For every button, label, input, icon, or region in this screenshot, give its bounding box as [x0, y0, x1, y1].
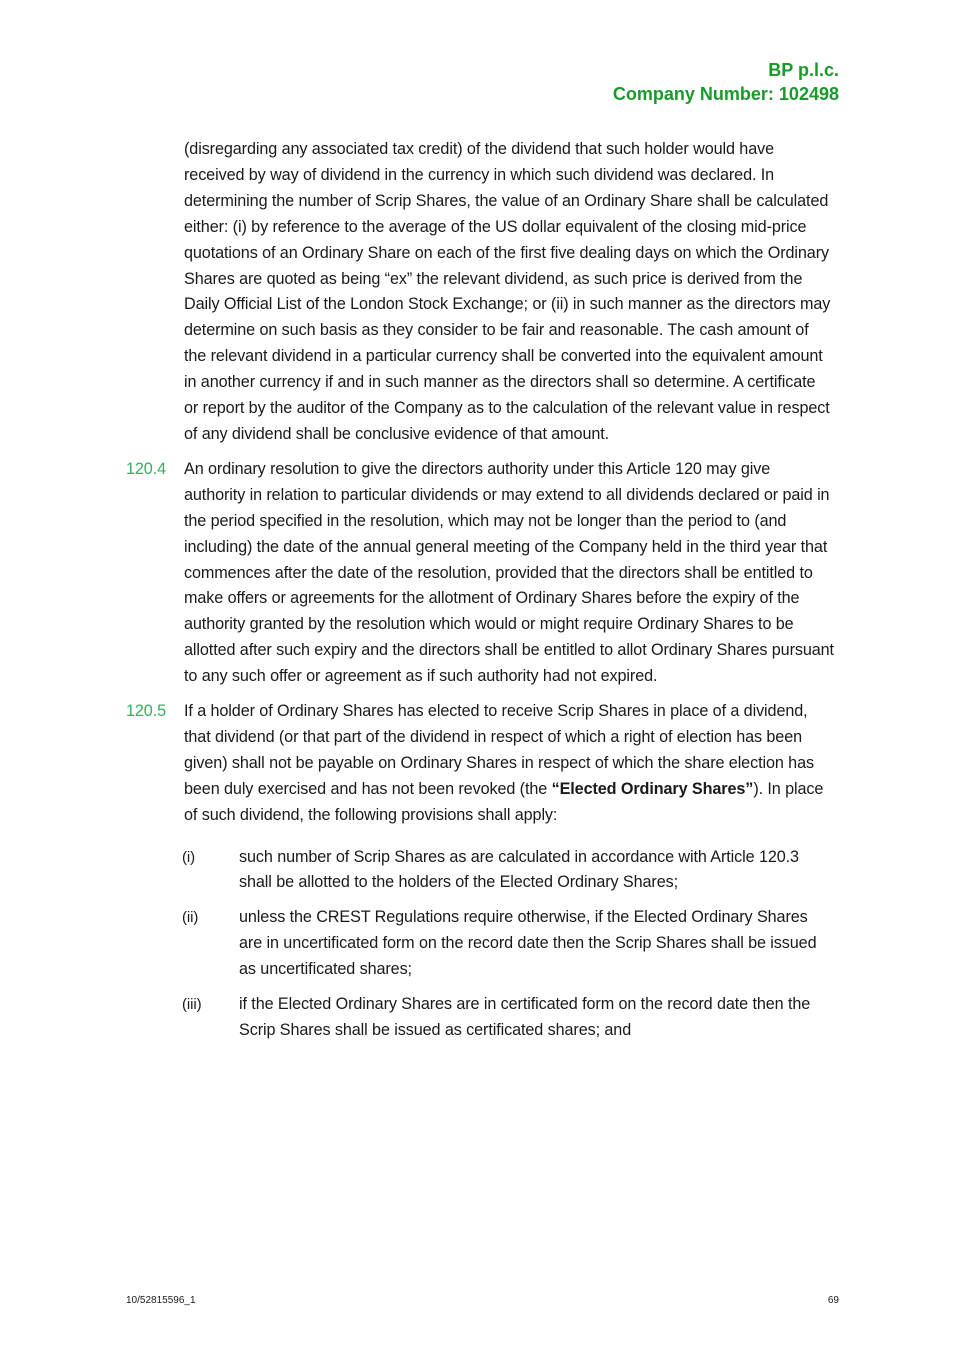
clause-text-after: ). In place of such dividend, the following provisions shall apply:	[184, 779, 824, 824]
list-item-text: such number of Scrip Shares as are calculated in accordance with Article 120.3 shall be allotted to the holders of the Elected Ordinary Shares;	[239, 847, 799, 892]
company-name: BP p.l.c.	[768, 60, 839, 80]
clause-number: 120.5	[126, 702, 167, 721]
intro-paragraph: (disregarding any associated tax credit) of the dividend that such holder would have received by way of dividend in the currency in which such dividend was declared. In determining the number of Scrip Shares, the value of an Ordinary Share shall be calculated either: (i) by reference to the average of the US dollar equivalent of the closing mid-price quotations of an Ordinary Share on each of the first five dealing days on which the Ordinary Shares are quoted as being “ex” the relevant dividend, as such price is derived from the Daily Official List of the London Stock Exchange; or (ii) in such manner as the directors may determine on such basis as they consider to be fair and reasonable. The cash amount of the relevant dividend in a particular currency shall be converted into the equivalent amount in another currency if and in such manner as the directors shall so determine. A certificate or report by the auditor of the Company as to the calculation of the relevant value in respect of any dividend shall be conclusive evidence of that amount.	[184, 140, 831, 443]
list-item	[184, 845, 834, 897]
defined-term: “Elected Ordinary Shares”	[551, 779, 754, 798]
article-120-5	[126, 699, 834, 829]
list-item-text: if the Elected Ordinary Shares are in certificated form on the record date then the Scrip Shares shall be issued as certificated shares; and	[239, 995, 811, 1039]
document-reference: 10/52815596_1	[126, 1295, 196, 1306]
document-header	[613, 58, 839, 106]
list-item-label: (iii)	[182, 996, 202, 1014]
clause-number: 120.4	[126, 459, 167, 478]
article-120-4	[126, 457, 834, 690]
sub-item-list	[184, 845, 834, 1044]
page-number: 69	[827, 1295, 839, 1306]
list-item	[184, 905, 834, 983]
list-item-label: (i)	[182, 848, 196, 866]
list-item	[184, 992, 834, 1044]
clause-text-before: If a holder of Ordinary Shares has elected to receive Scrip Shares in place of a dividend, that dividend (or that part of the dividend in respect of which a right of election has been given) shall not be payable on Ordinary Shares in respect of which the share election has been duly exercised and has not been revoked (the	[184, 702, 814, 798]
document-body	[126, 137, 834, 1053]
clause-text: An ordinary resolution to give the directors authority under this Article 120 may give authority in relation to particular dividends or may extend to all dividends declared or paid in the period specified in the resolution, which may not be longer than the period to (and including) the date of the annual general meeting of the Company held in the third year that commences after the date of the resolution, provided that the directors shall be entitled to make offers or agreements for the allotment of Ordinary Shares before the expiry of the authority granted by the resolution which would or might require Ordinary Shares to be allotted after such expiry and the directors shall be entitled to allot Ordinary Shares pursuant to any such offer or agreement as if such authority had not expired.	[184, 459, 834, 686]
company-number: Company Number: 102498	[612, 84, 839, 104]
list-item-text: unless the CREST Regulations require otherwise, if the Elected Ordinary Shares are in uncertificated form on the record date then the Scrip Shares shall be issued as uncertificated shares;	[239, 908, 817, 979]
list-item-label: (ii)	[182, 909, 199, 927]
